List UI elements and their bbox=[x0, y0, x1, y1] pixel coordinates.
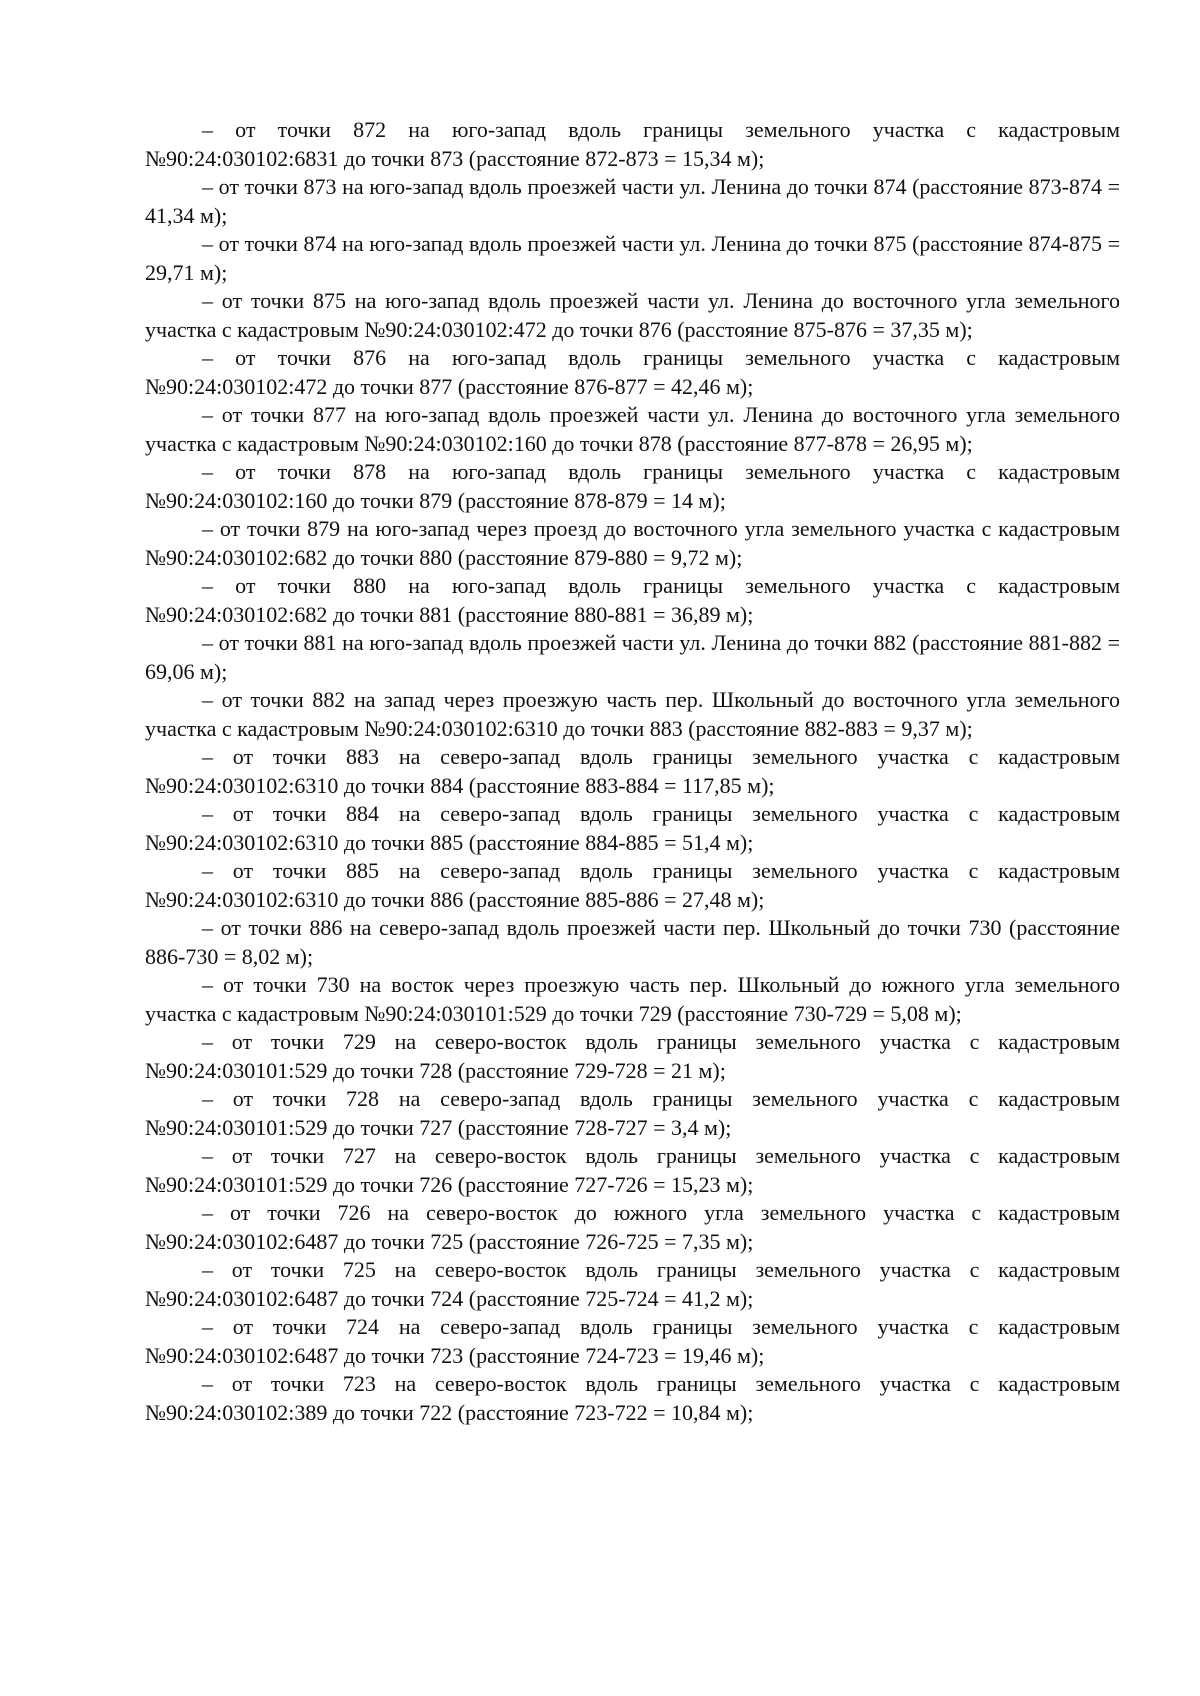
paragraph-point-874: – от точки 874 на юго-запад вдоль проезжей части ул. Ленина до точки 875 (расстояние 874-875 = 29,71 м); bbox=[145, 231, 1120, 285]
paragraph-point-730: – от точки 730 на восток через проезжую часть пер. Школьный до южного угла земельного участка с кадастровым №90:24:030101:529 до точки 729 (расстояние 730-729 = 5,08 м); bbox=[145, 972, 1120, 1026]
paragraph-point-723: – от точки 723 на северо-восток вдоль границы земельного участка с кадастровым №90:24:030102:389 до точки 722 (расстояние 723-722 = 10,84 м); bbox=[145, 1371, 1120, 1425]
paragraph-point-728: – от точки 728 на северо-запад вдоль границы земельного участка с кадастровым №90:24:030101:529 до точки 727 (расстояние 728-727 = 3,4 м); bbox=[145, 1086, 1120, 1140]
paragraph-point-877: – от точки 877 на юго-запад вдоль проезжей части ул. Ленина до восточного угла земельного участка с кадастровым №90:24:030102:160 до точки 878 (расстояние 877-878 = 26,95 м); bbox=[145, 402, 1120, 456]
paragraph-point-872: – от точки 872 на юго-запад вдоль границы земельного участка с кадастровым №90:24:030102:6831 до точки 873 (расстояние 872-873 = 15,34 м); bbox=[145, 117, 1120, 171]
paragraph-point-727: – от точки 727 на северо-восток вдоль границы земельного участка с кадастровым №90:24:030101:529 до точки 726 (расстояние 727-726 = 15,23 м); bbox=[145, 1143, 1120, 1197]
paragraph-point-878: – от точки 878 на юго-запад вдоль границы земельного участка с кадастровым №90:24:030102:160 до точки 879 (расстояние 878-879 = 14 м); bbox=[145, 459, 1120, 513]
paragraph-point-882: – от точки 882 на запад через проезжую часть пер. Школьный до восточного угла земельного участка с кадастровым №90:24:030102:6310 до точки 883 (расстояние 882-883 = 9,37 м); bbox=[145, 687, 1120, 741]
paragraph-point-886: – от точки 886 на северо-запад вдоль проезжей части пер. Школьный до точки 730 (расстояние 886-730 = 8,02 м); bbox=[145, 915, 1120, 969]
paragraph-point-724: – от точки 724 на северо-запад вдоль границы земельного участка с кадастровым №90:24:030102:6487 до точки 723 (расстояние 724-723 = 19,46 м); bbox=[145, 1314, 1120, 1368]
paragraph-point-881: – от точки 881 на юго-запад вдоль проезжей части ул. Ленина до точки 882 (расстояние 881-882 = 69,06 м); bbox=[145, 630, 1120, 684]
paragraph-point-729: – от точки 729 на северо-восток вдоль границы земельного участка с кадастровым №90:24:030101:529 до точки 728 (расстояние 729-728 = 21 м); bbox=[145, 1029, 1120, 1083]
paragraph-point-726: – от точки 726 на северо-восток до южного угла земельного участка с кадастровым №90:24:030102:6487 до точки 725 (расстояние 726-725 = 7,35 м); bbox=[145, 1200, 1120, 1254]
boundary-description-text bbox=[145, 116, 1120, 1427]
paragraph-point-879: – от точки 879 на юго-запад через проезд до восточного угла земельного участка с кадастровым №90:24:030102:682 до точки 880 (расстояние 879-880 = 9,72 м); bbox=[145, 516, 1120, 570]
paragraph-point-725: – от точки 725 на северо-восток вдоль границы земельного участка с кадастровым №90:24:030102:6487 до точки 724 (расстояние 725-724 = 41,2 м); bbox=[145, 1257, 1120, 1311]
paragraph-point-873: – от точки 873 на юго-запад вдоль проезжей части ул. Ленина до точки 874 (расстояние 873-874 = 41,34 м); bbox=[145, 174, 1120, 228]
paragraph-point-880: – от точки 880 на юго-запад вдоль границы земельного участка с кадастровым №90:24:030102:682 до точки 881 (расстояние 880-881 = 36,89 м); bbox=[145, 573, 1120, 627]
paragraph-point-884: – от точки 884 на северо-запад вдоль границы земельного участка с кадастровым №90:24:030102:6310 до точки 885 (расстояние 884-885 = 51,4 м); bbox=[145, 801, 1120, 855]
paragraph-point-883: – от точки 883 на северо-запад вдоль границы земельного участка с кадастровым №90:24:030102:6310 до точки 884 (расстояние 883-884 = 117,85 м); bbox=[145, 744, 1120, 798]
paragraph-point-876: – от точки 876 на юго-запад вдоль границы земельного участка с кадастровым №90:24:030102:472 до точки 877 (расстояние 876-877 = 42,46 м); bbox=[145, 345, 1120, 399]
paragraph-point-885: – от точки 885 на северо-запад вдоль границы земельного участка с кадастровым №90:24:030102:6310 до точки 886 (расстояние 885-886 = 27,48 м); bbox=[145, 858, 1120, 912]
paragraph-point-875: – от точки 875 на юго-запад вдоль проезжей части ул. Ленина до восточного угла земельного участка с кадастровым №90:24:030102:472 до точки 876 (расстояние 875-876 = 37,35 м); bbox=[145, 288, 1120, 342]
